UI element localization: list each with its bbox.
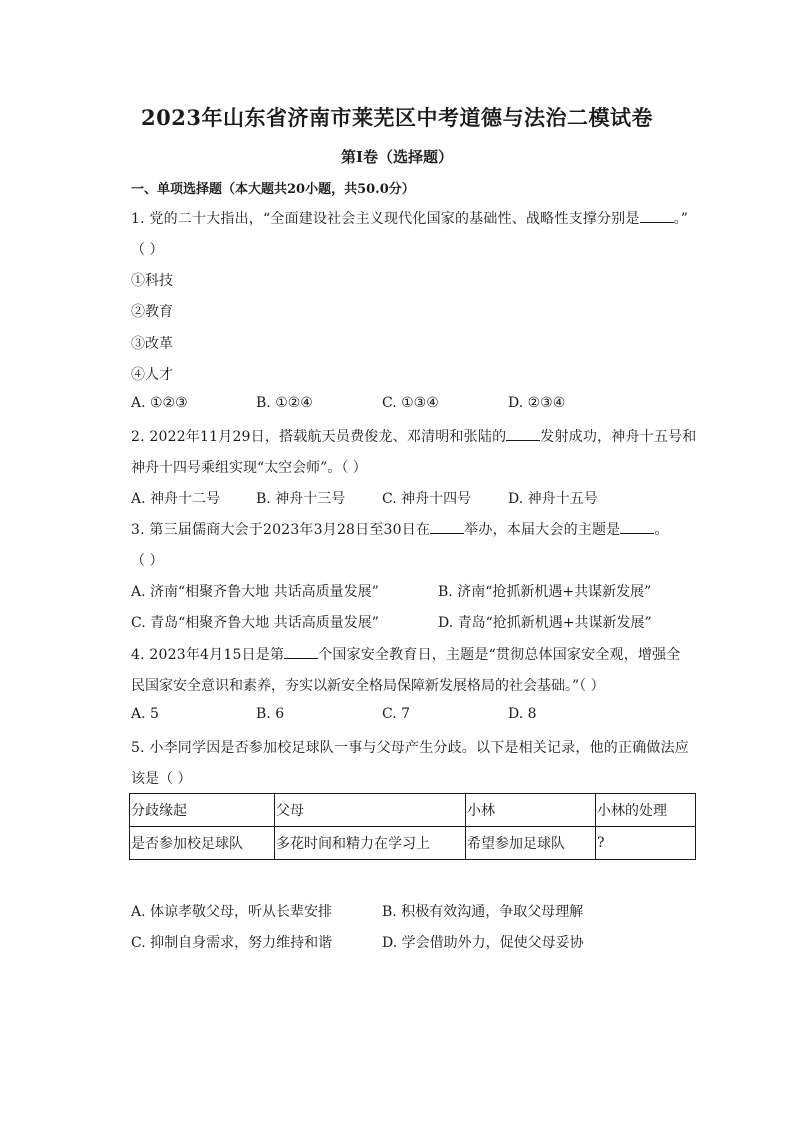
question-1-option-b[interactable]: B. ①②④	[256, 395, 313, 411]
table-cell: 希望参加足球队	[466, 827, 596, 860]
table-header-cell: 分歧缘起	[130, 794, 275, 827]
q3-stem-text-c: 。	[654, 522, 669, 538]
question-5-option-a[interactable]: A. 体谅孝敬父母，听从长辈安排	[131, 904, 333, 920]
question-1-option-a[interactable]: A. ①②③	[131, 395, 188, 411]
question-3-option-d[interactable]: D. 青岛“抢抓新机遇+共谋新发展”	[438, 615, 652, 631]
q1-stem-text-b: 。”	[673, 211, 689, 227]
table-header-row	[130, 794, 696, 827]
question-2-option-b[interactable]: B. 神舟十三号	[256, 491, 346, 507]
q1-stem-text-a: 1. 党的二十大指出，“全面建设社会主义现代化国家的基础性、战略性支撑分别是	[131, 211, 640, 227]
question-3-option-a[interactable]: A. 济南“相聚齐鲁大地 共话高质量发展”	[131, 584, 379, 600]
table-row	[130, 827, 696, 860]
question-1-option-d[interactable]: D. ②③④	[508, 395, 566, 411]
answer-blank	[640, 210, 674, 223]
disagreement-table	[129, 793, 696, 860]
answer-blank	[430, 521, 464, 534]
question-4-option-d[interactable]: D. 8	[508, 706, 537, 722]
table-header-cell: 父母	[275, 794, 466, 827]
table-header-cell: 小林的处理	[596, 794, 696, 827]
q4-stem-text-a: 4. 2023年4月15日是第	[131, 647, 285, 663]
question-5-stem-line-2: 该是（ ）	[131, 771, 192, 787]
question-2-stem-line-1	[131, 426, 696, 446]
question-1-item-3: ③改革	[131, 336, 173, 352]
question-4-option-c[interactable]: C. 7	[382, 706, 411, 722]
answer-blank	[620, 521, 654, 534]
question-4-stem-line-1	[131, 644, 681, 664]
question-2-stem-line-2: 神舟十四号乘组实现“太空会师”。（ ）	[131, 460, 367, 476]
q2-stem-text-a: 2. 2022年11月29日，搭载航天员费俊龙、邓清明和张陆的	[131, 429, 507, 445]
question-1-item-2: ②教育	[131, 304, 173, 320]
question-1-item-4: ④人才	[131, 367, 173, 383]
question-4-option-a[interactable]: A. 5	[131, 706, 159, 722]
question-3-option-c[interactable]: C. 青岛“相聚齐鲁大地 共话高质量发展”	[131, 615, 379, 631]
question-5-option-d[interactable]: D. 学会借助外力，促使父母妥协	[382, 935, 584, 951]
volume-subtitle: 第I卷（选择题）	[340, 148, 454, 166]
question-3-option-b[interactable]: B. 济南“抢抓新机遇+共谋新发展”	[438, 584, 652, 600]
question-1-stem-line-2: （ ）	[131, 242, 164, 258]
question-2-option-c[interactable]: C. 神舟十四号	[382, 491, 472, 507]
answer-blank	[284, 646, 318, 659]
q4-stem-text-b: 个国家安全教育日，主题是“贯彻总体国家安全观，增强全	[318, 647, 681, 663]
question-3-stem-line-2: （ ）	[131, 553, 164, 569]
table-cell: ?	[596, 827, 696, 860]
question-1-item-1: ①科技	[131, 273, 173, 289]
table-cell: 是否参加校足球队	[130, 827, 275, 860]
table-cell: 多花时间和精力在学习上	[275, 827, 466, 860]
question-2-option-d[interactable]: D. 神舟十五号	[508, 491, 598, 507]
question-1-stem-line-1	[131, 208, 688, 228]
answer-blank	[506, 428, 540, 441]
question-5-option-c[interactable]: C. 抑制自身需求，努力维持和谐	[131, 935, 333, 951]
q3-stem-text-a: 3. 第三届儒商大会于2023年3月28日至30日在	[131, 522, 431, 538]
table-header-cell: 小林	[466, 794, 596, 827]
q2-stem-text-b: 发射成功，神舟十五号和	[540, 429, 697, 445]
question-2-option-a[interactable]: A. 神舟十二号	[131, 491, 221, 507]
question-4-stem-line-2: 民国家安全意识和素养，夯实以新安全格局保障新发展格局的社会基础。”（ ）	[131, 678, 605, 694]
section-heading: 一、单项选择题（本大题共20小题，共50.0分）	[131, 182, 415, 197]
q3-stem-text-b: 举办，本届大会的主题是	[464, 522, 621, 538]
question-5-stem-line-1: 5. 小李同学因是否参加校足球队一事与父母产生分歧。以下是相关记录，他的正确做法应	[131, 740, 690, 756]
question-3-stem-line-1	[131, 519, 669, 539]
question-4-option-b[interactable]: B. 6	[256, 706, 285, 722]
question-5-option-b[interactable]: B. 积极有效沟通，争取父母理解	[382, 904, 584, 920]
question-1-option-c[interactable]: C. ①③④	[382, 395, 439, 411]
exam-title: 2023年山东省济南市莱芜区中考道德与法治二模试卷	[141, 105, 653, 130]
